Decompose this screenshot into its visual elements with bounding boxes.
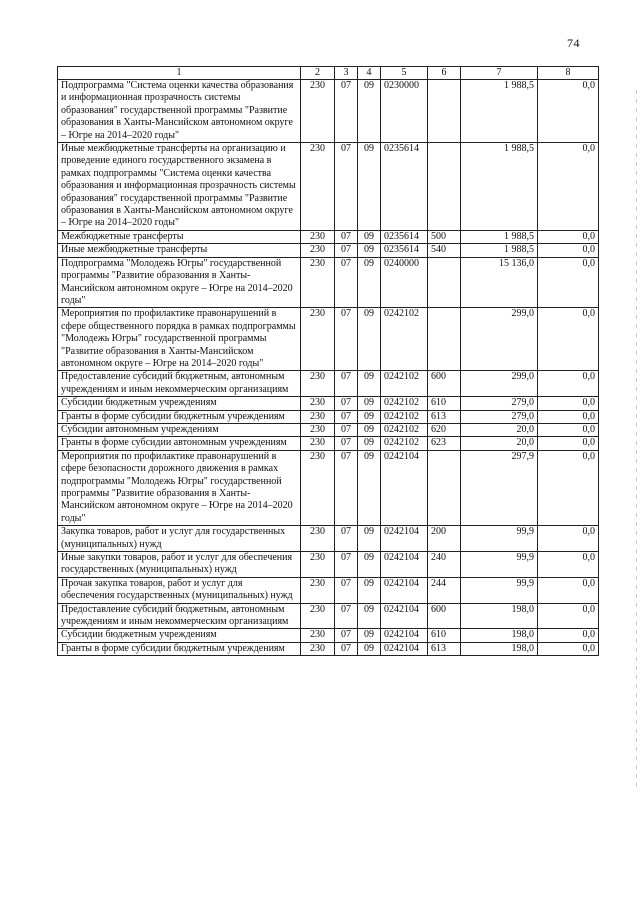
section-code-cell: 07 bbox=[335, 437, 358, 450]
amount-2-cell: 0,0 bbox=[538, 308, 599, 371]
table-row bbox=[58, 308, 599, 371]
table-row bbox=[58, 397, 599, 410]
amount-cell: 99,9 bbox=[461, 552, 538, 578]
section-code-cell: 07 bbox=[335, 642, 358, 655]
section-code-cell: 07 bbox=[335, 603, 358, 629]
target-item-cell: 0242104 bbox=[381, 552, 428, 578]
expense-type-cell: 610 bbox=[428, 397, 461, 410]
section-code-cell: 07 bbox=[335, 80, 358, 143]
amount-2-cell: 0,0 bbox=[538, 397, 599, 410]
amount-2-cell: 0,0 bbox=[538, 244, 599, 257]
section-code-cell: 07 bbox=[335, 450, 358, 525]
expense-type-cell bbox=[428, 450, 461, 525]
item-name-cell: Прочая закупка товаров, работ и услуг для обеспечения государственных (муниципальных) нужд bbox=[58, 577, 301, 603]
admin-code-cell: 230 bbox=[301, 552, 335, 578]
table-body bbox=[58, 80, 599, 656]
amount-2-cell: 0,0 bbox=[538, 526, 599, 552]
expense-type-cell bbox=[428, 80, 461, 143]
target-item-cell: 0242102 bbox=[381, 308, 428, 371]
item-name-cell: Предоставление субсидий бюджетным, автономным учреждениям и иным некоммерческим организациям bbox=[58, 603, 301, 629]
admin-code-cell: 230 bbox=[301, 603, 335, 629]
section-code-cell: 07 bbox=[335, 526, 358, 552]
amount-cell: 20,0 bbox=[461, 437, 538, 450]
amount-2-cell: 0,0 bbox=[538, 642, 599, 655]
column-header: 1 bbox=[58, 67, 301, 80]
amount-cell: 20,0 bbox=[461, 423, 538, 436]
admin-code-cell: 230 bbox=[301, 308, 335, 371]
subsection-code-cell: 09 bbox=[358, 257, 381, 308]
target-item-cell: 0242102 bbox=[381, 410, 428, 423]
target-item-cell: 0242102 bbox=[381, 371, 428, 397]
page-number: 74 bbox=[567, 36, 580, 50]
section-code-cell: 07 bbox=[335, 423, 358, 436]
target-item-cell: 0242104 bbox=[381, 642, 428, 655]
column-header: 5 bbox=[381, 67, 428, 80]
amount-2-cell: 0,0 bbox=[538, 257, 599, 308]
target-item-cell: 0242104 bbox=[381, 629, 428, 642]
amount-2-cell: 0,0 bbox=[538, 143, 599, 231]
expense-type-cell: 613 bbox=[428, 642, 461, 655]
column-header: 8 bbox=[538, 67, 599, 80]
subsection-code-cell: 09 bbox=[358, 629, 381, 642]
amount-cell: 279,0 bbox=[461, 397, 538, 410]
amount-2-cell: 0,0 bbox=[538, 437, 599, 450]
amount-cell: 15 136,0 bbox=[461, 257, 538, 308]
amount-cell: 198,0 bbox=[461, 629, 538, 642]
section-code-cell: 07 bbox=[335, 629, 358, 642]
item-name-cell: Мероприятия по профилактике правонарушений в сфере безопасности дорожного движения в рамках подпрограммы "Молодежь Югры" государственной программы "Развитие образования в Ханты-Мансийском автономном округе – Югре на 2014–2020 годы" bbox=[58, 450, 301, 525]
subsection-code-cell: 09 bbox=[358, 526, 381, 552]
section-code-cell: 07 bbox=[335, 143, 358, 231]
expense-type-cell bbox=[428, 308, 461, 371]
admin-code-cell: 230 bbox=[301, 629, 335, 642]
admin-code-cell: 230 bbox=[301, 410, 335, 423]
admin-code-cell: 230 bbox=[301, 244, 335, 257]
target-item-cell: 0240000 bbox=[381, 257, 428, 308]
table-row bbox=[58, 526, 599, 552]
table-header-row bbox=[58, 67, 599, 80]
subsection-code-cell: 09 bbox=[358, 552, 381, 578]
expense-type-cell: 600 bbox=[428, 603, 461, 629]
item-name-cell: Мероприятия по профилактике правонарушений в сфере общественного порядка в рамках подпрограммы "Молодежь Югры" государственной программы "Развитие образования в Ханты-Мансийском автономном округе – Югре на 2014–2020 годы" bbox=[58, 308, 301, 371]
table-row bbox=[58, 577, 599, 603]
item-name-cell: Подпрограмма "Система оценки качества образования и информационная прозрачность системы образования" государственной программы "Развитие образования в Ханты-Мансийском автономном округе – Югре на 2014–2020 годы" bbox=[58, 80, 301, 143]
table-row bbox=[58, 230, 599, 243]
column-header: 3 bbox=[335, 67, 358, 80]
admin-code-cell: 230 bbox=[301, 397, 335, 410]
subsection-code-cell: 09 bbox=[358, 244, 381, 257]
section-code-cell: 07 bbox=[335, 244, 358, 257]
expense-type-cell: 620 bbox=[428, 423, 461, 436]
table-row bbox=[58, 642, 599, 655]
column-header: 2 bbox=[301, 67, 335, 80]
expense-type-cell: 540 bbox=[428, 244, 461, 257]
target-item-cell: 0242104 bbox=[381, 450, 428, 525]
subsection-code-cell: 09 bbox=[358, 230, 381, 243]
item-name-cell: Субсидии бюджетным учреждениям bbox=[58, 397, 301, 410]
expense-type-cell: 613 bbox=[428, 410, 461, 423]
item-name-cell: Иные закупки товаров, работ и услуг для обеспечения государственных (муниципальных) нужд bbox=[58, 552, 301, 578]
item-name-cell: Субсидии автономным учреждениям bbox=[58, 423, 301, 436]
target-item-cell: 0242102 bbox=[381, 397, 428, 410]
subsection-code-cell: 09 bbox=[358, 308, 381, 371]
table-row bbox=[58, 244, 599, 257]
amount-cell: 99,9 bbox=[461, 526, 538, 552]
column-header: 7 bbox=[461, 67, 538, 80]
amount-2-cell: 0,0 bbox=[538, 410, 599, 423]
section-code-cell: 07 bbox=[335, 397, 358, 410]
target-item-cell: 0242104 bbox=[381, 577, 428, 603]
scan-edge-artifact bbox=[636, 90, 637, 790]
admin-code-cell: 230 bbox=[301, 80, 335, 143]
amount-2-cell: 0,0 bbox=[538, 629, 599, 642]
admin-code-cell: 230 bbox=[301, 526, 335, 552]
target-item-cell: 0230000 bbox=[381, 80, 428, 143]
item-name-cell: Гранты в форме субсидии бюджетным учреждениям bbox=[58, 642, 301, 655]
table-row bbox=[58, 423, 599, 436]
target-item-cell: 0235614 bbox=[381, 230, 428, 243]
table-row bbox=[58, 437, 599, 450]
section-code-cell: 07 bbox=[335, 371, 358, 397]
expense-type-cell: 623 bbox=[428, 437, 461, 450]
expense-type-cell: 500 bbox=[428, 230, 461, 243]
subsection-code-cell: 09 bbox=[358, 577, 381, 603]
section-code-cell: 07 bbox=[335, 230, 358, 243]
item-name-cell: Гранты в форме субсидии автономным учреждениям bbox=[58, 437, 301, 450]
amount-2-cell: 0,0 bbox=[538, 80, 599, 143]
expense-type-cell: 200 bbox=[428, 526, 461, 552]
amount-2-cell: 0,0 bbox=[538, 423, 599, 436]
amount-cell: 99,9 bbox=[461, 577, 538, 603]
section-code-cell: 07 bbox=[335, 257, 358, 308]
amount-2-cell: 0,0 bbox=[538, 230, 599, 243]
expense-type-cell: 240 bbox=[428, 552, 461, 578]
amount-2-cell: 0,0 bbox=[538, 577, 599, 603]
amount-2-cell: 0,0 bbox=[538, 552, 599, 578]
admin-code-cell: 230 bbox=[301, 642, 335, 655]
item-name-cell: Субсидии бюджетным учреждениям bbox=[58, 629, 301, 642]
section-code-cell: 07 bbox=[335, 577, 358, 603]
item-name-cell: Иные межбюджетные трансферты bbox=[58, 244, 301, 257]
target-item-cell: 0242102 bbox=[381, 437, 428, 450]
table-row bbox=[58, 257, 599, 308]
admin-code-cell: 230 bbox=[301, 230, 335, 243]
table-row bbox=[58, 410, 599, 423]
section-code-cell: 07 bbox=[335, 410, 358, 423]
item-name-cell: Иные межбюджетные трансферты на организацию и проведение единого государственного экзамена в рамках подпрограммы "Система оценки качества образования и информационная прозрачность системы образования" государственной программы "Развитие образования в Ханты-Мансийском автономном округе – Югре на 2014–2020 годы" bbox=[58, 143, 301, 231]
amount-cell: 1 988,5 bbox=[461, 143, 538, 231]
item-name-cell: Закупка товаров, работ и услуг для государственных (муниципальных) нужд bbox=[58, 526, 301, 552]
subsection-code-cell: 09 bbox=[358, 410, 381, 423]
target-item-cell: 0235614 bbox=[381, 143, 428, 231]
item-name-cell: Межбюджетные трансферты bbox=[58, 230, 301, 243]
expense-type-cell: 610 bbox=[428, 629, 461, 642]
table-row bbox=[58, 80, 599, 143]
table-row bbox=[58, 371, 599, 397]
admin-code-cell: 230 bbox=[301, 371, 335, 397]
table-row bbox=[58, 552, 599, 578]
subsection-code-cell: 09 bbox=[358, 450, 381, 525]
amount-cell: 1 988,5 bbox=[461, 80, 538, 143]
subsection-code-cell: 09 bbox=[358, 642, 381, 655]
item-name-cell: Гранты в форме субсидии бюджетным учреждениям bbox=[58, 410, 301, 423]
table-row bbox=[58, 629, 599, 642]
amount-2-cell: 0,0 bbox=[538, 371, 599, 397]
admin-code-cell: 230 bbox=[301, 450, 335, 525]
target-item-cell: 0235614 bbox=[381, 244, 428, 257]
item-name-cell: Подпрограмма "Молодежь Югры" государственной программы "Развитие образования в Ханты-Мансийском автономном округе – Югре на 2014–2020 годы" bbox=[58, 257, 301, 308]
admin-code-cell: 230 bbox=[301, 437, 335, 450]
amount-cell: 1 988,5 bbox=[461, 230, 538, 243]
section-code-cell: 07 bbox=[335, 552, 358, 578]
table-row bbox=[58, 450, 599, 525]
admin-code-cell: 230 bbox=[301, 423, 335, 436]
amount-cell: 299,0 bbox=[461, 308, 538, 371]
target-item-cell: 0242102 bbox=[381, 423, 428, 436]
admin-code-cell: 230 bbox=[301, 577, 335, 603]
amount-cell: 279,0 bbox=[461, 410, 538, 423]
column-header: 6 bbox=[428, 67, 461, 80]
amount-cell: 198,0 bbox=[461, 603, 538, 629]
amount-cell: 1 988,5 bbox=[461, 244, 538, 257]
amount-cell: 297,9 bbox=[461, 450, 538, 525]
amount-2-cell: 0,0 bbox=[538, 603, 599, 629]
subsection-code-cell: 09 bbox=[358, 603, 381, 629]
table-row bbox=[58, 603, 599, 629]
target-item-cell: 0242104 bbox=[381, 603, 428, 629]
item-name-cell: Предоставление субсидий бюджетным, автономным учреждениям и иным некоммерческим организациям bbox=[58, 371, 301, 397]
amount-2-cell: 0,0 bbox=[538, 450, 599, 525]
expense-type-cell: 600 bbox=[428, 371, 461, 397]
budget-table bbox=[57, 66, 599, 656]
admin-code-cell: 230 bbox=[301, 143, 335, 231]
subsection-code-cell: 09 bbox=[358, 423, 381, 436]
expense-type-cell bbox=[428, 257, 461, 308]
subsection-code-cell: 09 bbox=[358, 437, 381, 450]
expense-type-cell: 244 bbox=[428, 577, 461, 603]
target-item-cell: 0242104 bbox=[381, 526, 428, 552]
admin-code-cell: 230 bbox=[301, 257, 335, 308]
column-header: 4 bbox=[358, 67, 381, 80]
table-row bbox=[58, 143, 599, 231]
section-code-cell: 07 bbox=[335, 308, 358, 371]
subsection-code-cell: 09 bbox=[358, 397, 381, 410]
expense-type-cell bbox=[428, 143, 461, 231]
subsection-code-cell: 09 bbox=[358, 80, 381, 143]
subsection-code-cell: 09 bbox=[358, 143, 381, 231]
amount-cell: 198,0 bbox=[461, 642, 538, 655]
subsection-code-cell: 09 bbox=[358, 371, 381, 397]
amount-cell: 299,0 bbox=[461, 371, 538, 397]
